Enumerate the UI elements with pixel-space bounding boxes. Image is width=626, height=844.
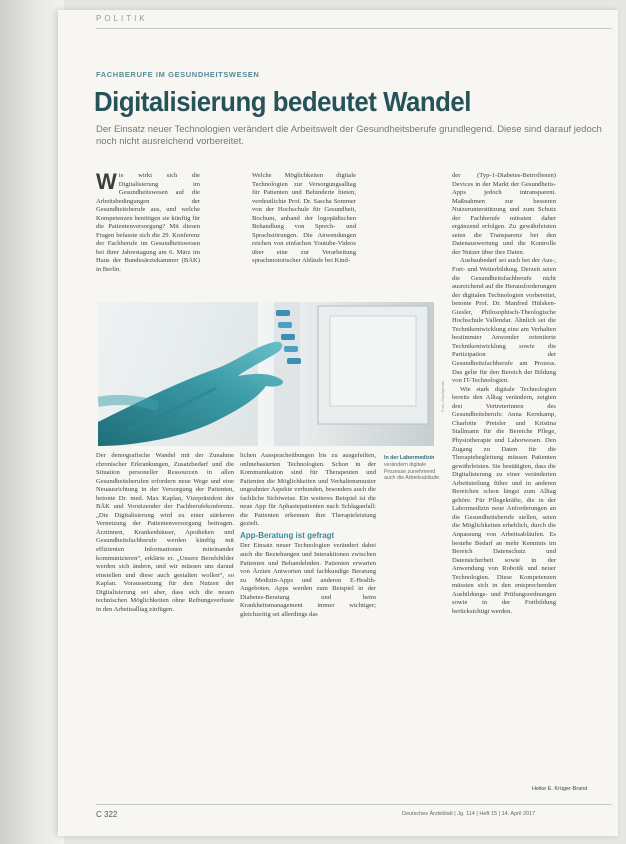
column-1-bottom: Der demografische Wandel mit der Zunahme chronischer Erkrankungen, Zusatzbedarf und die Situation personeller Ressourcen in allen Gesundheitsberufen erfordern neue Wege und eine Neuausrichtung in der Versorgung der Patienten, betonte Dr. med. Max Kaplan, Vizepräsident der BÄK und Vorsitzender der Fachberufekonferenz. „Die Digitalisierung wird zu einer stärkeren Vernetzung der Patientenversorgung beitragen. Ärztinnen, Krankenhäuser, Apotheken und Gesundheitsfachberufe werden künftig mit effizienten Informationen miteinander kommunizieren“, erklärte er. „Unsere Berufsbilder werden sich ändern, und wir müssen uns darauf einstellen und diese auch gestalten wollen“, so Kaplan. Voraussetzung für den Nutzen der Digitalisierung sei aber, dass sich die neuen technischen Möglichkeiten ohne Reibungsverluste in den Arbeitsalltag einfügen. [96,452,234,613]
column-2-top: Welche Möglichkeiten digitale Technologien zur Versorgungsalltag für Patienten und Behinderte bieten, verdeutlichte Prof. Dr. Sascha Sommer von der Hochschule für Gesundheit, Bochum, anhand der logopädischen Behandlung von Sprech- und Sprachstörungen. Die Anwendungen reichen von einfachen Youtube-Videos über eine zur Verarbeitung sprachmotorischer Abläufe bei Kind- [252,172,356,265]
footer-divider [96,804,612,805]
article-kicker: FACHBERUFE IM GESUNDHEITSWESEN [96,70,260,79]
subheading: App-Beratung ist gefragt [240,530,335,540]
section-label: POLITIK [96,14,148,23]
page-number: C 322 [96,810,118,819]
article-lead: Der Einsatz neuer Technologien verändert die Arbeitswelt der Gesundheitsberufe grundlegend. Diese sind darauf jedoch noch nicht ausreichend vorbereitet. [96,124,602,147]
author-line: Heike E. Krüger-Brand [532,786,588,792]
caption-lead: In der Labormedizin [384,455,435,461]
photo-credit: Foto: iStockphoto [440,380,445,412]
photo-caption [384,455,444,482]
column-3-paragraph: der (Typ-1-Diabetes-Betroffenen) Devices in der Markt der Gesundheits-Apps jedoch intransparent. Maßnahmen zur besseren Nutzerunterstützung und zum Schutz der Fachberufe müssten daher ergänzend erfolgen. Zu gewährleisten seien die Transparenz bei den Datenauswertung und die Kontrolle der Nutzer über ihre Daten. [452,172,556,256]
article-photo [98,302,434,446]
lab-glove-illustration [98,302,434,446]
article-headline: Digitalisierung bedeutet Wandel [94,86,471,117]
column-3 [452,172,556,736]
scan-gutter [0,0,64,844]
column-1-top-text: ie wirkt sich die Digitalisierung im Gesundheitswesen auf die Arbeitsbedingungen der Gesundheitsberufe aus, und welche Kompetenzen benötigen sie künftig für die Patientenversorgung? Mit diesen Fragen befasste sich die 29. Konferenz der Fachberufe im Gesundheitswesen bei ihrer Jahrestagung am 6. März im Haus der Bundesärztekammer (BÄK) in Berlin. [96,172,200,274]
column-3-paragraph: Wie stark digitale Technologien bereits den Alltag verändern, zeigten drei Vertreterinnen des Gesundheitsberufs: Anna Kernkamp, Charlotte Preisler und Kristina Stallmann für die Bereiche Pflege, Physiotherapie und Laborwesen. Den Zugang zu Daten für die Therapiebegleitung müssen Patienten gewährleisten. Sie bestätigten, dass die Digitalisierung zu einer veränderten Arbeitsteilung führe und in anderen Bereichen schon längst zum Alltag gehöre. Für Pflegekräfte, die in der Labormedizin neue Anforderungen an die Gesundheitsberufe stellen, seien die Möglichkeiten erheblich, durch die Anpassung von Arbeitsabläufen. Es bestehe Bedarf an mehr Kenntnis im Bereich Datenschutz und Datensicherheit sowie in der Anwendung von Robotik und neuer Technologien. Diese Kompetenzen müssten sich in den entsprechenden Ausbildungs- und Prüfungsordnungen sowie in der Fortbildung berücksichtigt werden. [452,385,556,615]
publication-footer: Deutsches Ärzteblatt | Jg. 114 | Heft 15 | 14. April 2017 [402,811,536,817]
caption-text: verändern digitale Prozesse zunehmend auch die Arbeitsabläufe. [384,461,441,482]
column-2-bottom-paragraph: Der Einsatz neuer Technologien verändert dabei auch die Beziehungen und Interaktionen zwischen Patienten und Behandelnden. Patienten erwarten von Ärzten Antworten und fachkundige Beratung zu Medizin-Apps und anderen E-Health-Angeboten. Apps werden zum Beispiel in der Diabetes-Beratung und beim Krankheitsmanagement immer wichtiger; gleichzeitig sei allerdings das [240,542,376,618]
section-divider [96,28,612,29]
column-3-paragraph: Ausbaubedarf sei auch bei der Aus-, Fort- und Weiterbildung. Derzeit seien die Gesundheitsfachberufe nicht ausreichend auf die Herausforderungen der digitalen Technologien vorbereitet, betonte Prof. Dr. Manfred Hülsken-Giesler, Philosophisch-Theologische Hochschule Vallendar. Ähnlich sei die Technikentwicklung eine am Verhalten bestimmter Anwender orientierte Technikentwicklung sowie die Partizipation der Gesundheitsfachberufe am Prozess. Das gelte für den Bereich der Bildung von IT-Technologien. [452,257,556,385]
column-2-bottom [240,452,376,744]
column-1-top [96,172,200,298]
dropcap: W [96,172,117,194]
column-2-bottom-paragraph: lichen Ausspracheübungen bis zu ausgefeilten, onlinebasierten Technologien. Schon in der Kommunikation sind für Therapeuten und Patienten die Möglichkeiten und Verhaltensmuster ungeahnter Aspekte verbunden, besonders auch die fachliche Sichtweise. Ein weiteres Beispiel ist die neue App für Aphasiepatienten nach Schlaganfall: die Patienten erkennen ihre Therapieleistung gezielt. [240,452,376,528]
